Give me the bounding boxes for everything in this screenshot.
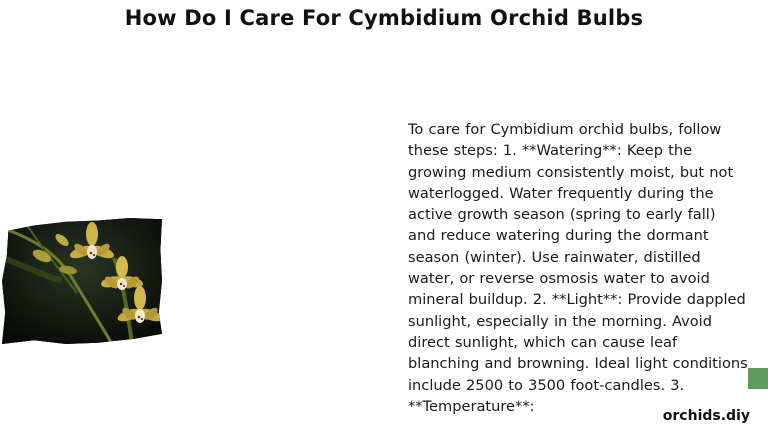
page-title: How Do I Care For Cymbidium Orchid Bulbs [124,6,644,30]
care-instructions-text: To care for Cymbidium orchid bulbs, follow these steps: 1. **Watering**: Keep the growing medium consistently moist, but not waterlogged. Water frequently during the active growth season (spring to early fall) and reduce watering during the dormant season (winter). Use rainwater, distilled water, or reverse osmosis water to avoid mineral buildup. 2. **Light**: Provide dappled sunlight, especially in the morning. Avoid direct sunlight, which can cause leaf blanching and browning. Ideal light conditions include 2500 to 3500 foot-candles. 3. **Temperature**: [408,121,748,415]
accent-block [748,368,768,389]
site-brand[interactable]: orchids.diy [662,408,750,424]
orchid-photo [2,218,162,344]
